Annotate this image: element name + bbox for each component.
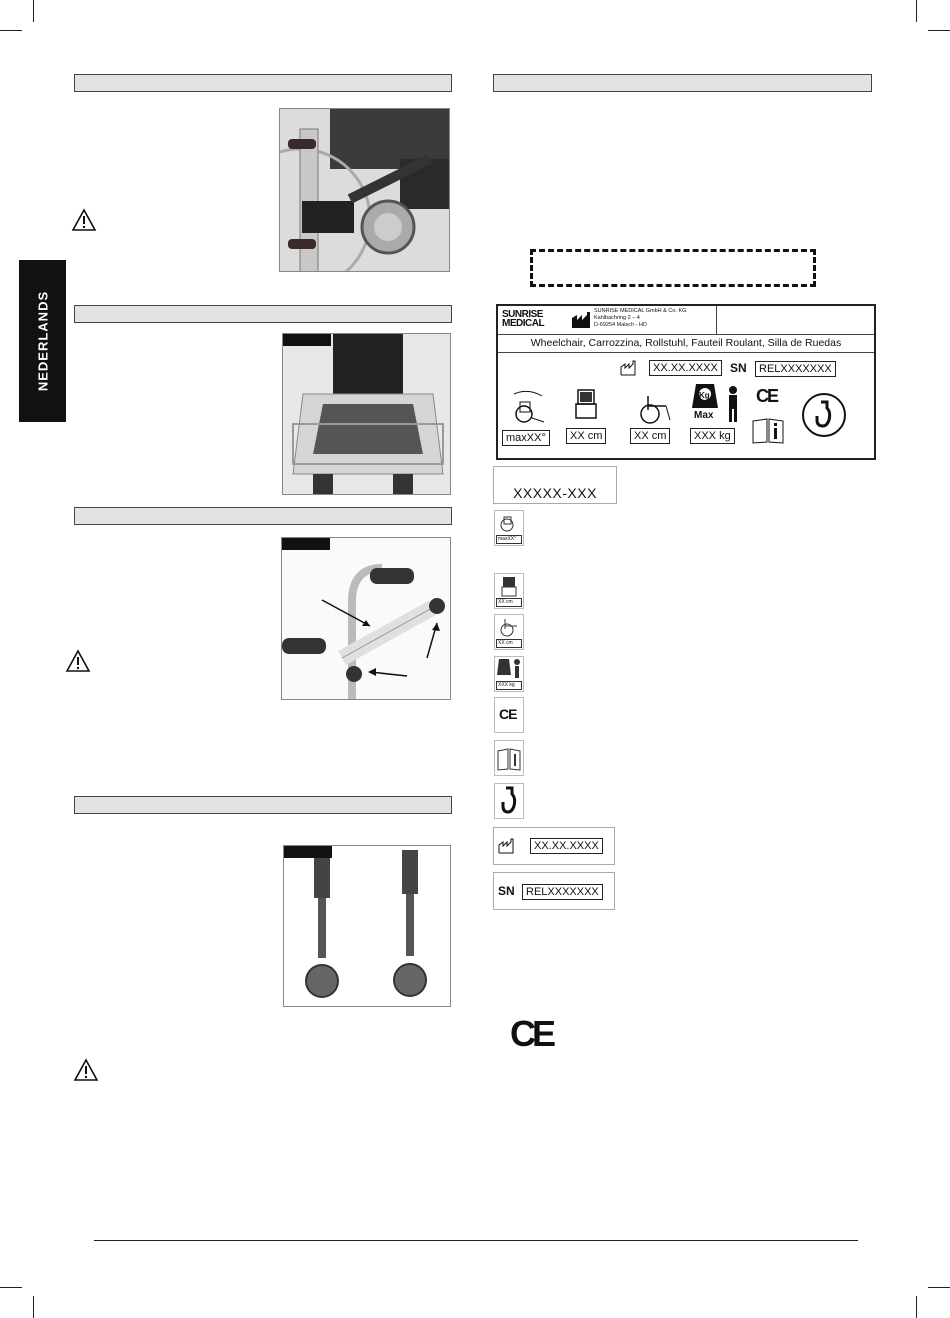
- tilt-icon: [495, 511, 523, 535]
- section-header-bar: [74, 507, 452, 525]
- label-weight-value: XXX kg: [690, 428, 735, 444]
- section-header-bar: [74, 74, 452, 92]
- legend-mini-label: maxXX°: [496, 535, 522, 544]
- section-header-bar: [493, 74, 872, 92]
- logo-line1: SUNRISE: [502, 309, 543, 320]
- label-sn-value: RELXXXXXXX: [755, 361, 836, 377]
- language-tab: [19, 260, 66, 422]
- address-line: SUNRISE MEDICAL GmbH & Co. KG: [594, 308, 687, 314]
- warning-icon: [71, 208, 97, 232]
- manufacturer-icon: [572, 312, 590, 328]
- manufacture-date-icon: [498, 838, 514, 854]
- photo-push-bar-drawing: [282, 538, 451, 700]
- address-line: Kahlbachring 2 – 4: [594, 315, 640, 321]
- crop-mark: [0, 1287, 22, 1288]
- crash-tested-hook-icon: [495, 784, 523, 818]
- ce-mark-icon: CE: [756, 386, 778, 406]
- label-tilt-value: maxXX°: [502, 430, 550, 446]
- product-label-plate: [496, 304, 876, 460]
- person-icon: [726, 386, 740, 422]
- photo-castor-forks: [283, 845, 451, 1007]
- legend-sn-value: RELXXXXXXX: [522, 884, 603, 900]
- read-manual-icon: [752, 418, 784, 444]
- photo-seat-basket: [282, 333, 451, 495]
- legend-seat-depth-icon: [494, 614, 524, 650]
- legend-mini-label: XXX kg: [496, 681, 522, 690]
- label-seat-depth-value: XX cm: [630, 428, 670, 444]
- photo-push-bar: [281, 537, 451, 700]
- crop-mark: [916, 1296, 917, 1318]
- photo-tag: [283, 334, 331, 346]
- manufacture-date-icon: [620, 360, 636, 376]
- photo-armrest-wheel: [279, 108, 450, 272]
- photo-seat-basket-drawing: [283, 334, 451, 495]
- legend-date-value: XX.XX.XXXX: [530, 838, 603, 854]
- logo-line2: MEDICAL: [502, 318, 545, 329]
- legend-tilt-icon: [494, 510, 524, 546]
- legend-mini-label: XX cm: [496, 639, 522, 648]
- label-date-value: XX.XX.XXXX: [649, 360, 722, 376]
- photo-tag: [284, 846, 332, 858]
- legend-manual-icon: [494, 740, 524, 776]
- legend-sn-label: SN: [498, 884, 515, 898]
- legend-max-weight-icon: [494, 656, 524, 692]
- crash-tested-hook-icon: [801, 392, 847, 438]
- kg-label: Kg: [699, 391, 710, 400]
- seat-width-icon: [574, 388, 598, 422]
- seat-width-icon: [495, 574, 523, 598]
- max-label: Max: [694, 410, 714, 421]
- ce-mark-large: CE: [510, 1013, 553, 1054]
- warning-icon: [73, 1058, 99, 1082]
- label-seat-width-value: XX cm: [566, 428, 606, 444]
- manufacturer-address: [594, 308, 686, 329]
- legend-seat-width-icon: [494, 573, 524, 609]
- crop-mark: [33, 0, 34, 22]
- crop-mark: [0, 30, 22, 31]
- footer-rule: [94, 1240, 858, 1241]
- crop-mark: [928, 30, 950, 31]
- label-sn-label: SN: [730, 361, 747, 375]
- read-manual-icon: [495, 741, 523, 775]
- ce-mark-icon: CE: [499, 706, 517, 722]
- photo-castor-forks-drawing: [284, 846, 451, 1007]
- seat-depth-icon: [495, 615, 523, 639]
- photo-tag: [282, 538, 330, 550]
- label-location-placeholder: [530, 249, 816, 287]
- legend-ce-icon: [494, 697, 524, 733]
- seat-depth-icon: [636, 388, 676, 426]
- legend-mini-label: XX cm: [496, 598, 522, 607]
- weight-icon: [495, 657, 523, 681]
- sunrise-logo: [502, 310, 544, 328]
- label-divider: [716, 306, 717, 334]
- part-number-box: XXXXX-XXX: [493, 466, 617, 504]
- label-header-row: [498, 306, 874, 335]
- crop-mark: [916, 0, 917, 22]
- photo-armrest-wheel-drawing: [280, 109, 450, 272]
- crop-mark: [928, 1287, 950, 1288]
- crop-mark: [33, 1296, 34, 1318]
- product-names: Wheelchair, Carrozzina, Rollstuhl, Fauteil Roulant, Silla de Ruedas: [498, 334, 874, 353]
- section-header-bar: [74, 796, 452, 814]
- legend-sn-box: [493, 872, 615, 910]
- language-tab-label: NEDERLANDS: [35, 290, 50, 392]
- legend-crash-hook-icon: [494, 783, 524, 819]
- section-header-bar: [74, 305, 452, 323]
- address-line: D-69254 Malsch - HD: [594, 322, 647, 328]
- tilt-wheelchair-icon: [508, 388, 548, 426]
- warning-icon: [65, 649, 91, 673]
- legend-date-box: [493, 827, 615, 865]
